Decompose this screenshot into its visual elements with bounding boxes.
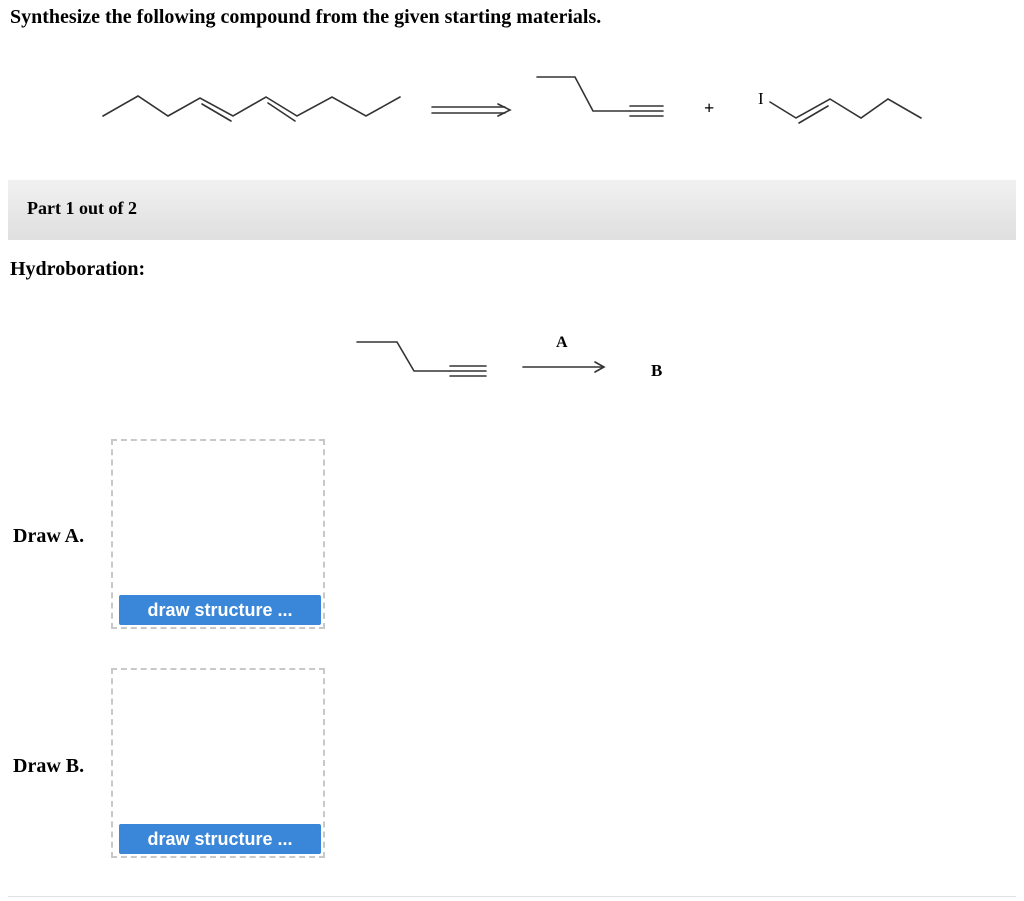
retrosynthesis-arrow — [498, 104, 510, 116]
draw-b-label: Draw B. — [13, 755, 85, 777]
answer-box-b[interactable] — [111, 668, 325, 858]
draw-a-label: Draw A. — [13, 525, 85, 547]
product-label: B — [651, 361, 663, 380]
iodine-label: I — [758, 89, 764, 108]
draw-structure-button-b[interactable]: draw structure ... — [119, 824, 321, 854]
part-label: Part 1 out of 2 — [27, 198, 137, 218]
alkyne-starting-material — [357, 342, 450, 371]
bottom-divider — [8, 896, 1016, 897]
draw-structure-button-a[interactable]: draw structure ... — [119, 595, 321, 625]
question-title: Synthesize the following compound from the given starting materials. — [10, 6, 602, 28]
alkyne-fragment — [537, 77, 630, 111]
plus-sign: + — [704, 98, 715, 118]
answer-box-a[interactable] — [111, 439, 325, 629]
vinyl-iodide-fragment — [770, 99, 921, 118]
part-header-bar — [8, 180, 1016, 240]
reagent-label: A — [556, 334, 568, 351]
section-title: Hydroboration: — [10, 258, 146, 280]
retrosynthesis-scheme — [0, 60, 1024, 150]
target-compound-skeleton — [103, 96, 400, 116]
hydroboration-scheme — [0, 320, 1024, 400]
